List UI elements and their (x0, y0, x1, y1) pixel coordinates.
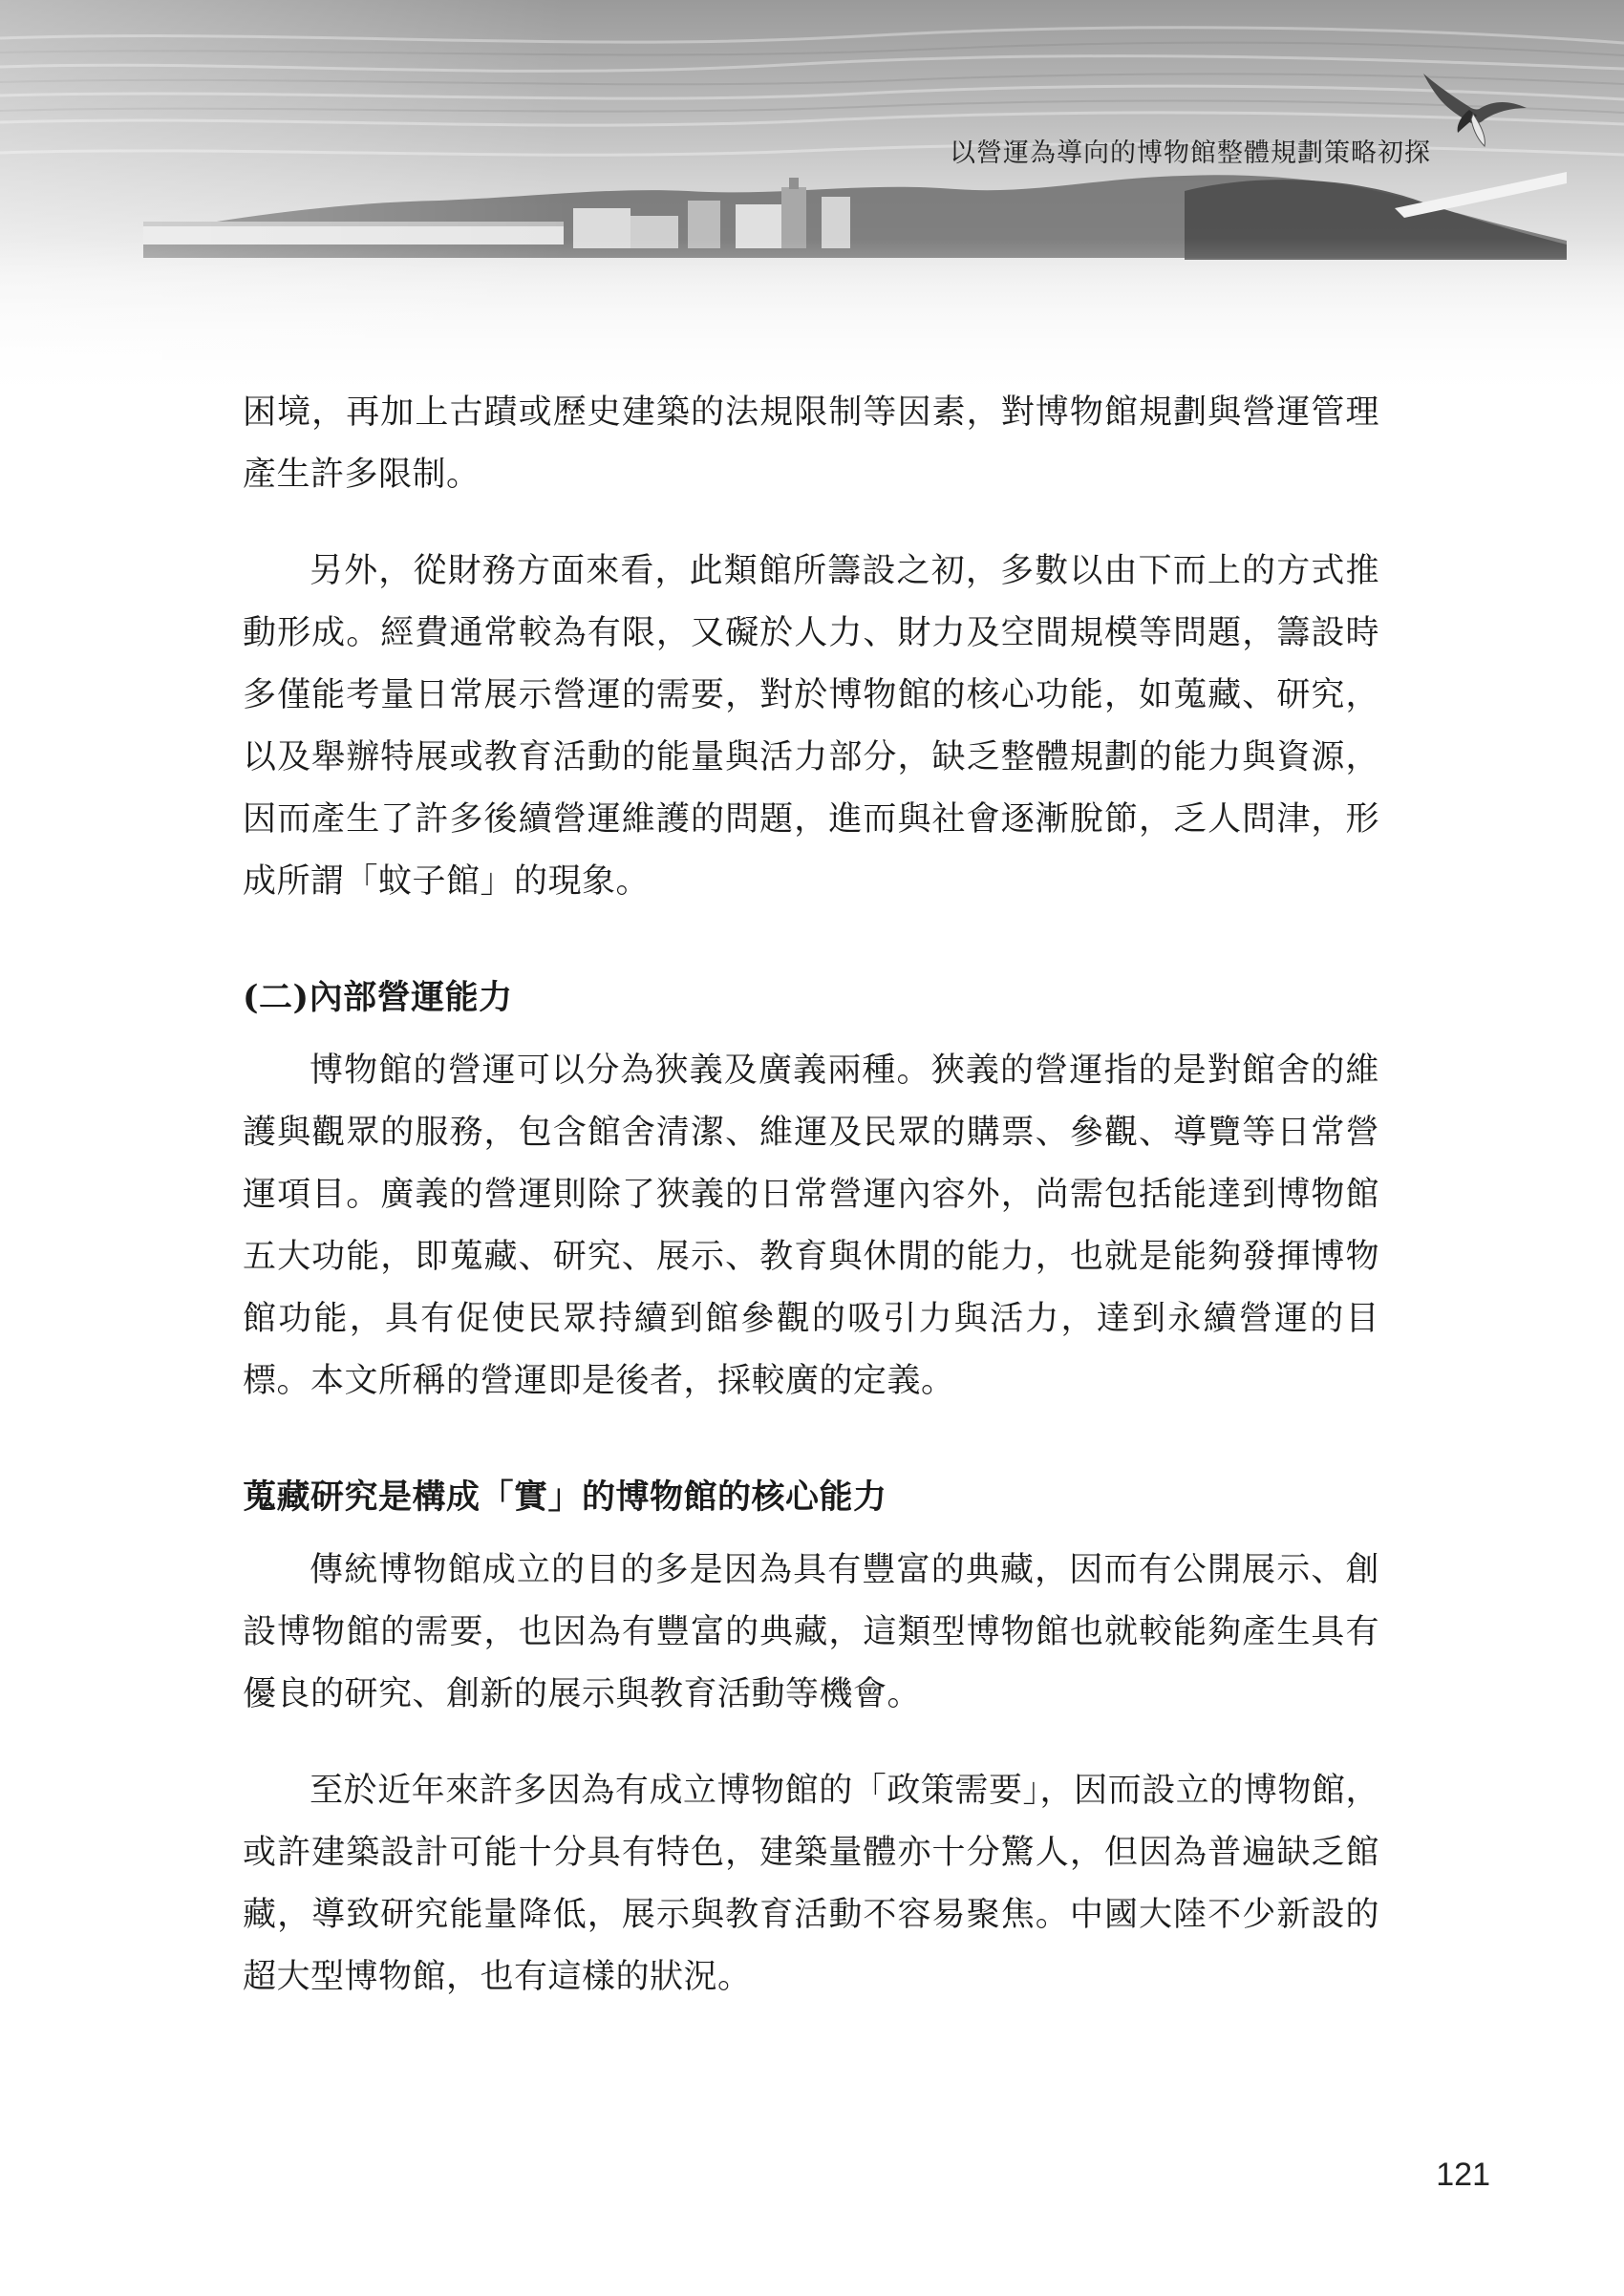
paragraph: 博物館的營運可以分為狹義及廣義兩種。狹義的營運指的是對館舍的維護與觀眾的服務，包含館舍清潔、維運及民眾的購票、參觀、導覽等日常營運項目。廣義的營運則除了狹義的日常營運內容外，尚需包括能達到博物館五大功能，即蒐藏、研究、展示、教育與休閒的能力，也就是能夠發揮博物館功能，具有促使民眾持續到館參觀的吸引力與活力，達到永續營運的目標。本文所稱的營運即是後者，採較廣的定義。 (243, 1052, 1379, 1400)
seagull-icon (1418, 61, 1532, 157)
paragraph: 另外，從財務方面來看，此類館所籌設之初，多數以由下而上的方式推動形成。經費通常較為有限，又礙於人力、財力及空間規模等問題，籌設時多僅能考量日常展示營運的需要，對於博物館的核心功能，如蒐藏、研究，以及舉辦特展或教育活動的能量與活力部分，缺乏整體規劃的能力與資源，因而產生了許多後續營運維護的問題，進而與社會逐漸脫節，乏人問津，形成所謂「蚊子館」的現象。 (243, 552, 1379, 901)
paragraph: 至於近年來許多因為有成立博物館的「政策需要」，因而設立的博物館，或許建築設計可能十分具有特色，建築量體亦十分驚人，但因為普遍缺乏館藏，導致研究能量降低，展示與教育活動不容易聚焦。中國大陸不少新設的超大型博物館，也有這樣的狀況。 (243, 1772, 1379, 1996)
section-heading: (二)內部營運能力 (243, 978, 513, 1017)
paragraph: 傳統博物館成立的目的多是因為具有豐富的典藏，因而有公開展示、創設博物館的需要，也因為有豐富的典藏，這類型博物館也就較能夠產生具有優良的研究、創新的展示與教育活動等機會。 (243, 1551, 1379, 1713)
seascape-photo (0, 0, 1624, 401)
body-content (243, 382, 1379, 2009)
header-banner (0, 0, 1624, 401)
section-heading: 蒐藏研究是構成「實」的博物館的核心能力 (243, 1478, 887, 1517)
paragraph: 困境，再加上古蹟或歷史建築的法規限制等因素，對博物館規劃與營運管理產生許多限制。 (243, 393, 1379, 494)
running-title: 以營運為導向的博物館整體規劃策略初探 (950, 138, 1431, 168)
page-number: 121 (1436, 2157, 1490, 2193)
